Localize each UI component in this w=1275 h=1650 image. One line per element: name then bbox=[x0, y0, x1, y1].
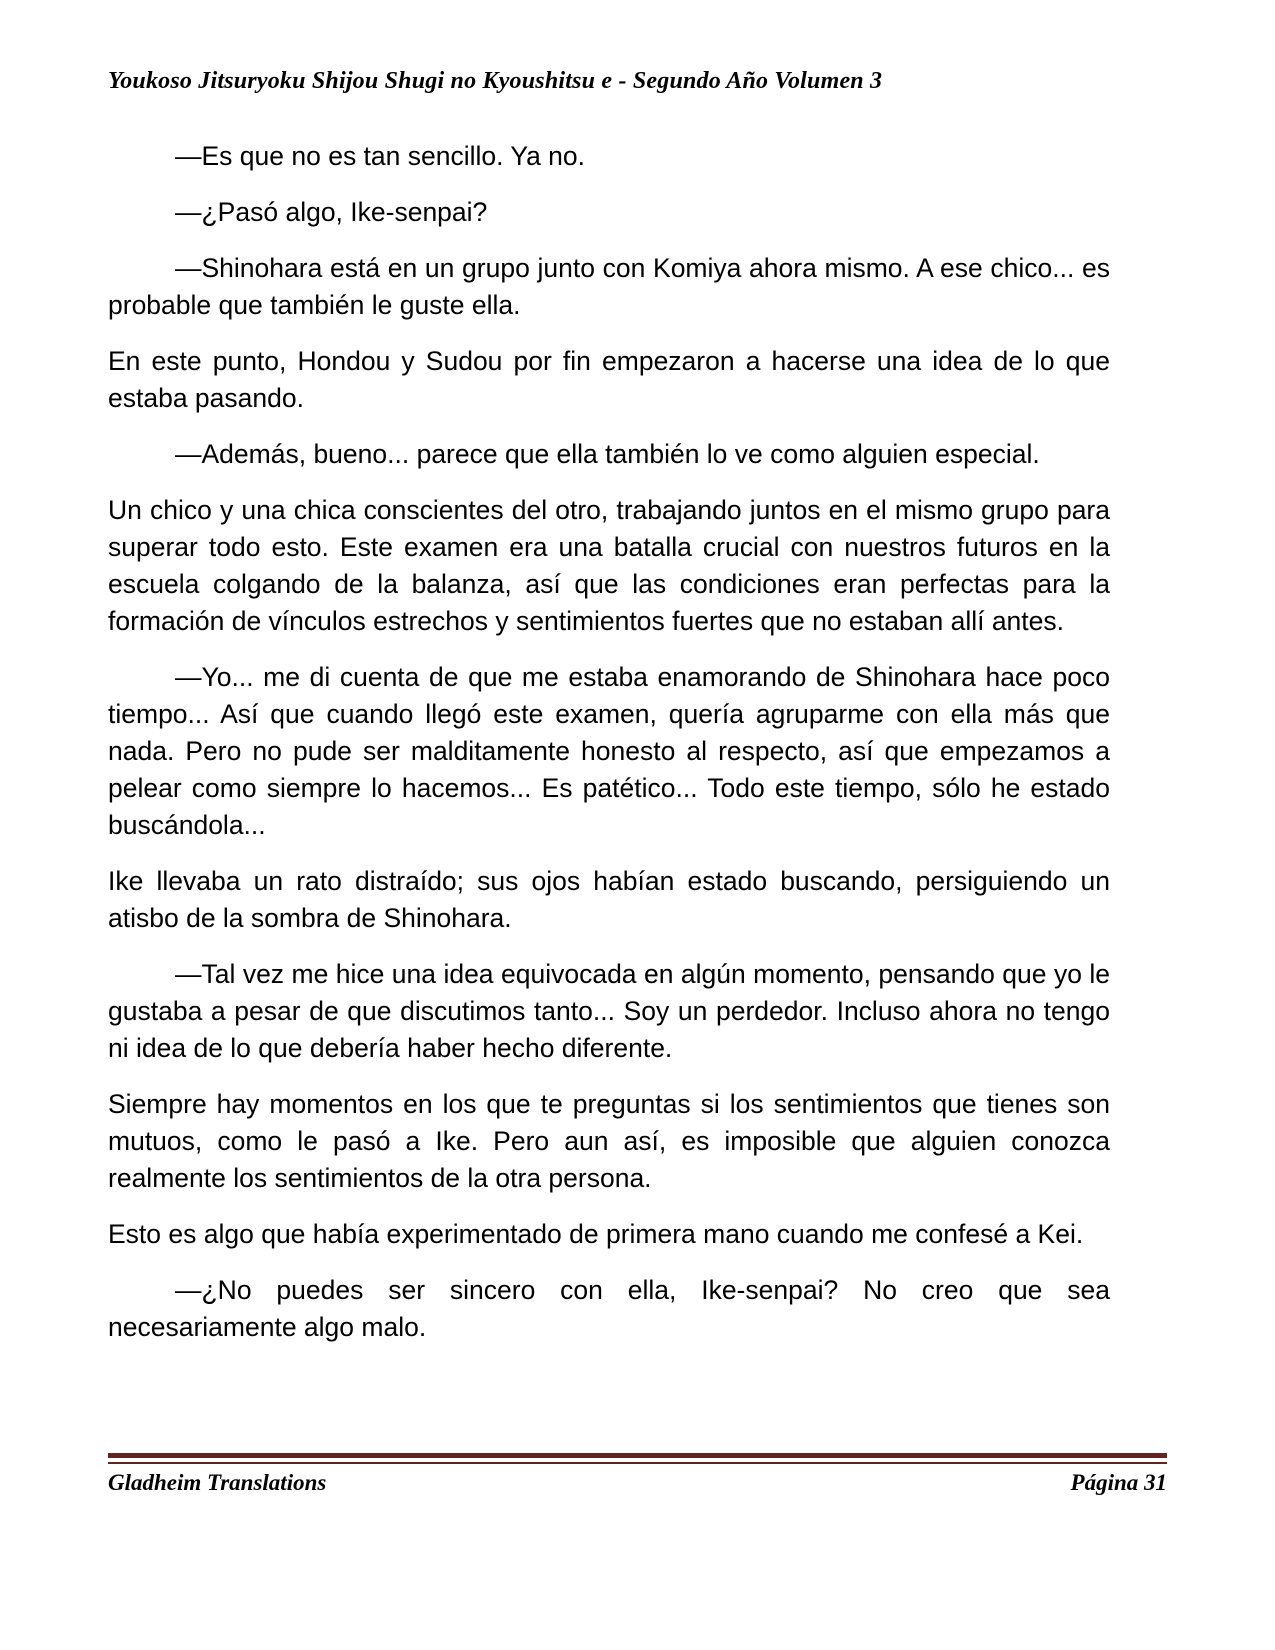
narrative-paragraph: Siempre hay momentos en los que te preguntas si los sentimientos que tienes son mutuos, como le pasó a Ike. Pero aun así, es imposible que alguien conozca realmente los sentimientos de la otra persona. bbox=[108, 1089, 1110, 1193]
dialogue-paragraph: —Shinohara está en un grupo junto con Komiya ahora mismo. A ese chico... es probable que también le guste ella. bbox=[108, 253, 1110, 320]
narrative-paragraph: En este punto, Hondou y Sudou por fin empezaron a hacerse una idea de lo que estaba pasando. bbox=[108, 346, 1110, 413]
page-footer bbox=[108, 1470, 1167, 1496]
page-header-title: Youkoso Jitsuryoku Shijou Shugi no Kyoushitsu e - Segundo Año Volumen 3 bbox=[108, 68, 883, 94]
dialogue-paragraph: —Además, bueno... parece que ella también lo ve como alguien especial. bbox=[175, 439, 1040, 469]
footer-divider-rule bbox=[108, 1453, 1167, 1464]
body-paragraphs bbox=[108, 138, 1110, 1365]
dialogue-paragraph: —¿No puedes ser sincero con ella, Ike-senpai? No creo que sea necesariamente algo malo. bbox=[108, 1275, 1110, 1342]
narrative-paragraph: Un chico y una chica conscientes del otro, trabajando juntos en el mismo grupo para superar todo esto. Este examen era una batalla crucial con nuestros futuros en la escuela colgando de la balanza, así que las condiciones eran perfectas para la formación de vínculos estrechos y sentimientos fuertes que no estaban allí antes. bbox=[108, 495, 1110, 636]
dialogue-paragraph: —Es que no es tan sencillo. Ya no. bbox=[175, 141, 586, 171]
narrative-paragraph: Esto es algo que había experimentado de primera mano cuando me confesé a Kei. bbox=[108, 1219, 1084, 1249]
dialogue-paragraph: —¿Pasó algo, Ike-senpai? bbox=[175, 197, 488, 227]
narrative-paragraph: Ike llevaba un rato distraído; sus ojos habían estado buscando, persiguiendo un atisbo de la sombra de Shinohara. bbox=[108, 866, 1110, 933]
dialogue-paragraph: —Tal vez me hice una idea equivocada en algún momento, pensando que yo le gustaba a pesar de que discutimos tanto... Soy un perdedor. Incluso ahora no tengo ni idea de lo que debería haber hecho diferente. bbox=[108, 959, 1110, 1063]
dialogue-paragraph: —Yo... me di cuenta de que me estaba enamorando de Shinohara hace poco tiempo... Así que cuando llegó este examen, quería agruparme con ella más que nada. Pero no pude ser malditamente honesto al respecto, así que empezamos a pelear como siempre lo hacemos... Es patético... Todo este tiempo, sólo he estado buscándola... bbox=[108, 662, 1110, 840]
footer-translator-credit: Gladheim Translations bbox=[108, 1470, 327, 1495]
footer-page-number: Página 31 bbox=[1070, 1470, 1167, 1495]
